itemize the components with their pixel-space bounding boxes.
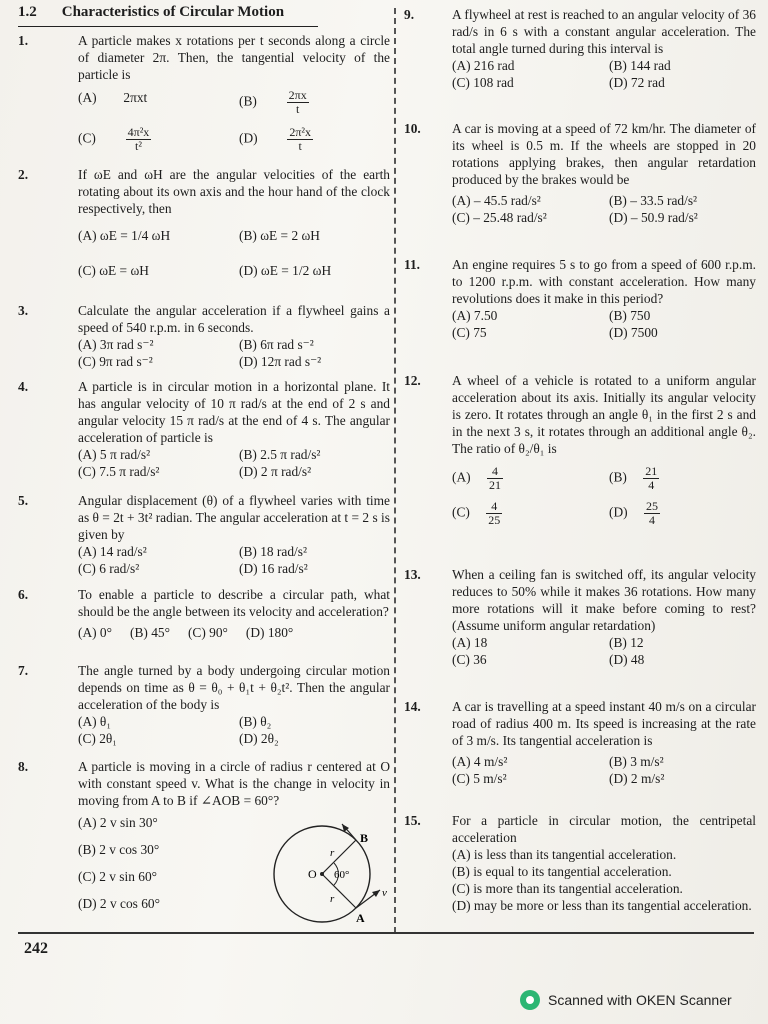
option-d: (D) ωE = 1/2 ωH — [239, 263, 332, 278]
option-c: (C) $\frac{4}{25}$ — [452, 499, 501, 527]
option-c: (C) 108 rad — [452, 75, 514, 90]
option-c: (C) – 25.48 rad/s² — [452, 210, 547, 225]
option-c: (C) 90° — [187, 625, 228, 640]
option-d: (D) 48 — [609, 652, 645, 667]
question-12: 12. A wheel of a vehicle is rotated to a uniform angular acceleration about its axis. Initially its angular velocity is zero. It rotates through an angle θ₁ in the first 2 s and in the next 3 s, it rotates through an additional angle θ₂. The ratio of θ₂/θ₁ is (A) $\frac{4}{21}$ (B) $\frac{21}{4}$ (C) $\frac{4}{25}$ (D) $\frac{25}{4}$ — [404, 373, 756, 527]
question-5: 5. Angular displacement (θ) of a flywheel varies with time as θ = 2t + 3t² radian. The angular acceleration at t = 2 s is given by (A) 14 rad/s² (B) 18 rad/s² (C) 6 rad/s² (D) 16 rad/s² — [18, 493, 390, 576]
column-divider — [394, 8, 396, 933]
question-9: 9. A flywheel at rest is reached to an angular velocity of 36 rad/s in 6 s with a constant angular acceleration. The total angle turned during this interval is (A) 216 rad (B) 144 rad (C) 108 rad (D) 72 rad — [404, 7, 756, 90]
option-c: (C) $\frac{\text{4π²x}}{\text{t²}}$ — [78, 125, 150, 153]
question-number: 1. — [18, 33, 29, 48]
question-6: 6. To enable a particle to describe a circular path, what should be the angle between its velocity and acceleration? (A) 0° (B) 45° (C) 90° (D) 180° — [18, 587, 390, 640]
option-a: (A) 5 π rad/s² — [78, 447, 151, 462]
option-a: (A) 2πxt — [78, 90, 148, 105]
option-a: (A) 7.50 — [452, 308, 498, 323]
option-c: (C) 7.5 π rad/s² — [78, 464, 160, 479]
option-a: (A) 216 rad — [452, 58, 515, 73]
question-3: 3. Calculate the angular acceleration if a flywheel gains a speed of 540 r.p.m. in 6 seconds. (A) 3π rad s⁻² (B) 6π rad s⁻² (C) 9π rad s⁻² (D) 12π rad s⁻² — [18, 303, 390, 369]
scanner-watermark — [520, 990, 732, 1010]
option-d: (D) – 50.9 rad/s² — [609, 210, 698, 225]
question-11: 11. An engine requires 5 s to go from a speed of 600 r.p.m. to 1200 r.p.m. with constant acceleration. How many revolutions does it make in this period? (A) 7.50 (B) 750 (C) 75 (D) 7500 — [404, 257, 756, 340]
label-v: v — [382, 887, 387, 899]
label-A: A — [356, 911, 365, 925]
question-14: 14. A car is travelling at a speed instant 40 m/s on a circular road of radius 400 m. Its speed is increasing at the rate of 3 m/s. Its tangential acceleration is (A) 4 m/s² (B) 3 m/s² (C) 5 m/s² (D) 2 m/s² — [404, 699, 756, 786]
scanner-logo-icon — [520, 990, 540, 1010]
option-a: (A) 14 rad/s² — [78, 544, 147, 559]
option-b: (B) $\frac{21}{4}$ — [609, 464, 658, 492]
label-angle: 60° — [334, 869, 350, 881]
circle-diagram — [260, 816, 395, 926]
page-number: 242 — [24, 940, 48, 957]
option-a: (A) 4 m/s² — [452, 754, 508, 769]
option-b: (B) 12 — [609, 635, 644, 650]
option-d: (D) 2 π rad/s² — [239, 464, 312, 479]
option-d: (D) 2θ₂ — [239, 731, 279, 746]
option-b: (B) – 33.5 rad/s² — [609, 193, 698, 208]
option-d: (D) 2 m/s² — [609, 771, 665, 786]
option-b: (B) 6π rad s⁻² — [239, 337, 314, 352]
section-heading — [18, 4, 318, 27]
option-d: (D) 16 rad/s² — [239, 561, 308, 576]
arrow-head-icon — [372, 890, 380, 897]
option-b: (B) 2 v cos 30° — [78, 842, 160, 857]
option-a: (A) ωE = 1/4 ωH — [78, 228, 171, 243]
option-d: (D) may be more or less than its tangential acceleration. — [452, 898, 752, 913]
label-r-top: r — [330, 847, 335, 859]
question-1 — [18, 32, 390, 153]
options — [78, 89, 390, 116]
option-a: (A) is less than its tangential acceleration. — [452, 847, 677, 862]
option-d: (D) 180° — [245, 625, 294, 640]
option-a: (A) 18 — [452, 635, 488, 650]
label-r-bottom: r — [330, 893, 335, 905]
question-2: 2. If ωE and ωH are the angular velocities of the earth rotating about its own axis and the hour hand of the clock respectively, then (A) ωE = 1/4 ωH (B) ωE = 2 ωH (C) ωE = ωH (D) ωE = 1/2 ωH — [18, 167, 390, 278]
option-a: (A) 3π rad s⁻² — [78, 337, 154, 352]
question-13: 13. When a ceiling fan is switched off, its angular velocity reduces to 50% while it makes 36 rotations. How many more rotations will it make before coming to rest? (Assume uniform angular retardation) (A) 18 (B) 12 (C) 36 (D) 48 — [404, 567, 756, 667]
options — [78, 126, 390, 153]
option-b: (B) 144 rad — [609, 58, 671, 73]
option-b: (B) θ₂ — [239, 714, 272, 729]
section-number: 1.2 — [18, 4, 37, 20]
question-8: 8. A particle is moving in a circle of radius r centered at O with constant speed v. What is the change in velocity in moving from A to B if ∠AOB = 60°? (A) 2 v sin 30° (B) 2 v cos 30° (C) 2 v sin 60° (D) 2 v cos 60° — [18, 758, 390, 917]
option-d: (D) 7500 — [609, 325, 658, 340]
option-a: (A) – 45.5 rad/s² — [452, 193, 541, 208]
question-7: 7. The angle turned by a body undergoing circular motion depends on time as θ = θ₀ + θ₁t + θ₂t². Then the angular acceleration of the body is (A) θ₁ (B) θ₂ (C) 2θ₁ (D) 2θ₂ — [18, 663, 390, 746]
option-d: (D) 72 rad — [609, 75, 665, 90]
option-d: (D) $\frac{\text{2π²x}}{t}$ — [239, 125, 312, 153]
label-B: B — [360, 831, 369, 845]
section-title: Characteristics of Circular Motion — [61, 4, 285, 20]
option-c: (C) 36 — [452, 652, 487, 667]
option-c: (C) 6 rad/s² — [78, 561, 140, 576]
bottom-rule — [18, 932, 754, 934]
option-b: (B) 18 rad/s² — [239, 544, 307, 559]
option-b: (B) ωE = 2 ωH — [239, 228, 320, 243]
option-c: (C) 9π rad s⁻² — [78, 354, 153, 369]
option-d: (D) 12π rad s⁻² — [239, 354, 322, 369]
question-4: 4. A particle is in circular motion in a horizontal plane. It has angular velocity of 10 π rad/s at the end of 2 s and angular velocity 15 π rad/s at the end of 4 s. The angular acceleration of particle is (A) 5 π rad/s² (B) 2.5 π rad/s² (C) 7.5 π rad/s² (D) 2 π rad/s² — [18, 379, 390, 479]
option-d: (D) 2 v cos 60° — [78, 896, 160, 911]
option-c: (C) 5 m/s² — [452, 771, 507, 786]
option-c: (C) 75 — [452, 325, 487, 340]
scanner-text: Scanned with OKEN Scanner — [548, 992, 732, 1008]
option-b: (B) $\frac{2\pi x}{t}$ — [239, 88, 307, 116]
option-a: (A) 2 v sin 30° — [78, 815, 158, 830]
option-c: (C) 2θ₁ — [78, 731, 117, 746]
option-b: (B) is equal to its tangential acceleration. — [452, 864, 672, 879]
option-b: (B) 45° — [130, 625, 170, 640]
question-10: 10. A car is moving at a speed of 72 km/hr. The diameter of its wheel is 0.5 m. If the wheels are stopped in 20 rotations applying brakes, then angular retardation produced by the brakes would be (A) – 45.5 rad/s² (B) – 33.5 rad/s² (C) – 25.48 rad/s² (D) – 50.9 rad/s² — [404, 121, 756, 225]
label-O: O — [308, 867, 317, 881]
option-a: (A) 0° — [78, 625, 112, 640]
option-b: (B) 750 — [609, 308, 651, 323]
option-a: (A) θ₁ — [78, 714, 112, 729]
option-c: (C) is more than its tangential acceleration. — [452, 881, 683, 896]
question-15: 15. For a particle in circular motion, the centripetal acceleration (A) is less than its tangential acceleration. (B) is equal to its tangential acceleration. (C) is more than its tangential acceleration. (D) may be more or less than its tangential acceleration. — [404, 813, 756, 913]
question-text: A particle makes x rotations per t seconds along a circle of diameter 2π. Then, the tangential velocity of the particle is — [78, 33, 390, 82]
option-d: (D) $\frac{25}{4}$ — [609, 499, 658, 527]
option-a: (A) $\frac{4}{21}$ — [452, 464, 501, 492]
option-b: (B) 3 m/s² — [609, 754, 664, 769]
option-c: (C) 2 v sin 60° — [78, 869, 158, 884]
option-c: (C) ωE = ωH — [78, 263, 149, 278]
option-b: (B) 2.5 π rad/s² — [239, 447, 321, 462]
